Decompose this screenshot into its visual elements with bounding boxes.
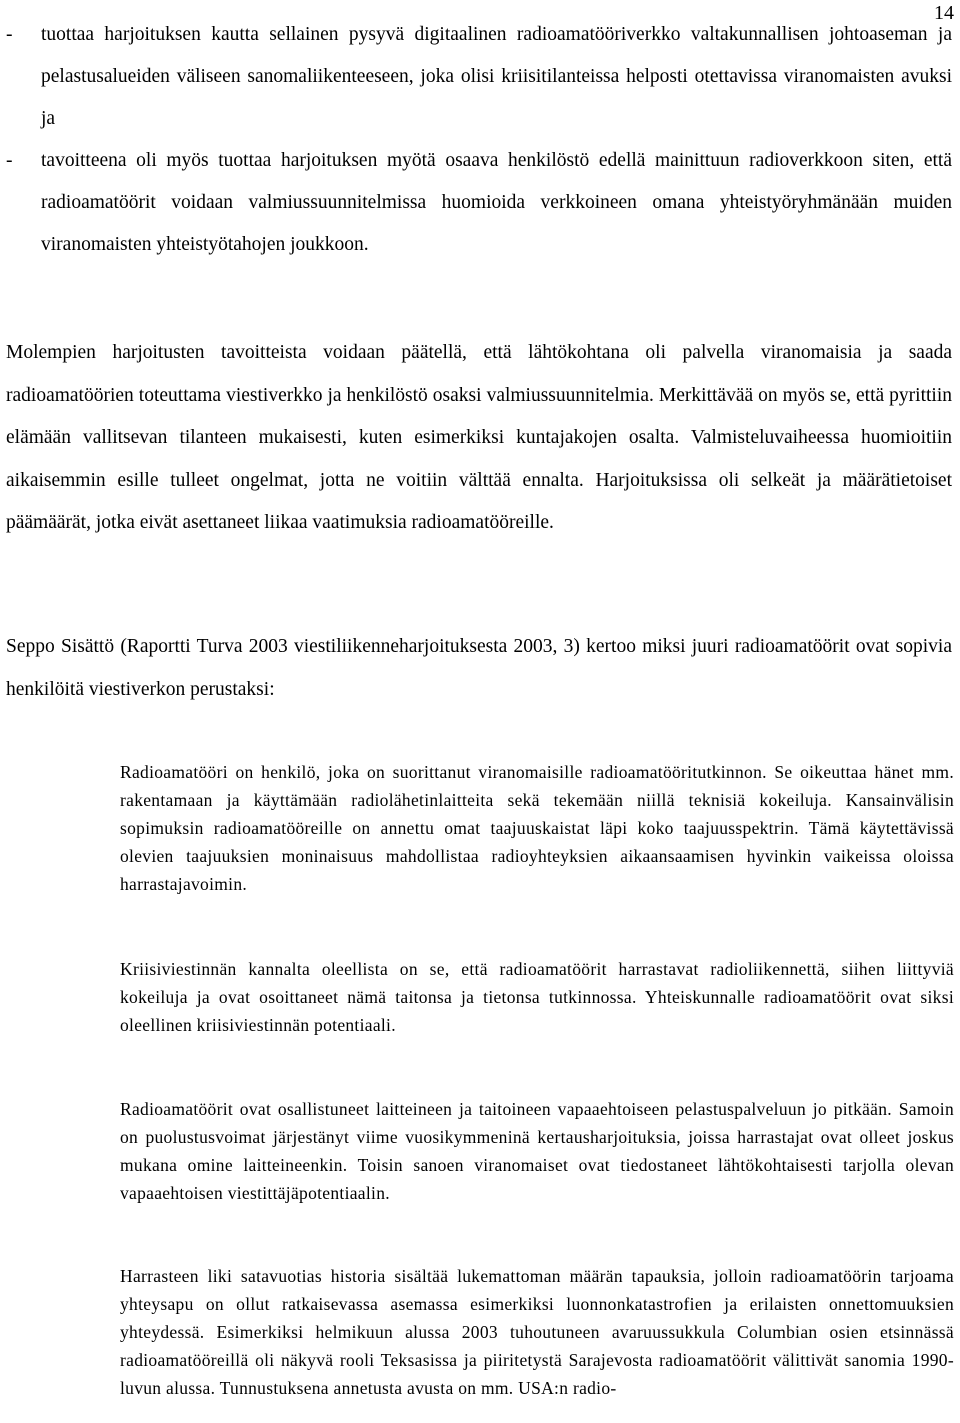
bullet-dash: - bbox=[6, 150, 13, 171]
bullet-item bbox=[6, 140, 952, 266]
body-paragraph: Seppo Sisättö (Raportti Turva 2003 viestiliikenneharjoituksesta 2003, 3) kertoo miksi juuri radioamatöörit ovat sopivia henkilöitä viestiverkon perustaksi: bbox=[6, 636, 952, 700]
block-quote-paragraph: Harrasteen liki satavuotias historia sisältää lukemattoman määrän tapauksia, jolloin radioamatöörin tarjoama yhteysapu on ollut ratkaisevassa asemassa esimerkiksi luonnonkatastrofien ja erilaisten onnettomuuksien yhteydessä. Esimerkiksi helmikuun alussa 2003 tuhoutuneen avaruussukkula Columbian osien etsinnässä radioamatööreillä oli näkyvä rooli Teksasissa ja piiritetystä Sarajevosta radioamatöörit välittivät sanomia 1990-luvun alussa. Tunnustuksena annetusta avusta on mm. USA:n radio- bbox=[120, 1266, 954, 1398]
bullet-item bbox=[6, 14, 952, 140]
bullet-text: tuottaa harjoituksen kautta sellainen pysyvä digitaalinen radioamatööriverkko valtakunnallisen johtoaseman ja pelastusalueiden väliseen sanomaliikenteeseen, joka olisi kriisitilanteissa helposti otettavissa viranomaisten avuksi ja bbox=[41, 24, 952, 129]
block-quote-paragraph: Radioamatööri on henkilö, joka on suorittanut viranomaisille radioamatööritutkinnon. Se oikeuttaa hänet mm. rakentamaan ja käyttämään radiolähetinlaitteita sekä tekemään niillä teknisiä kokeiluja. Kansainvälisin sopimuksin radioamatööreille on annettu omat taajuuskaistat läpi koko taajuusspektrin. Tämä käytettävissä olevien taajuuksien moninaisuus mahdollistaa radioyhteyksien aikaansaamisen hyvinkin vaikeissa oloissa harrastajavoimin. bbox=[120, 762, 954, 894]
block-quote-paragraph: Radioamatöörit ovat osallistuneet laitteineen ja taitoineen vapaaehtoiseen pelastuspalveluun jo pitkään. Samoin on puolustusvoimat järjestänyt viime vuosikymmeninä kertausharjoituksia, joissa harrastajat ovat olleet joskus mukana omine laitteineenkin. Toisin sanoen viranomaiset ovat tiedostaneet lähtökohtaisesti tarjolla olevan vapaaehtoisen viestittäjäpotentiaalin. bbox=[120, 1099, 954, 1203]
body-paragraph: Molempien harjoitusten tavoitteista voidaan päätellä, että lähtökohtana oli palvella viranomaisia ja saada radioamatöörien toteuttama viestiverkko ja henkilöstö osaksi valmiussuunnitelmia. Merkittävää on myös se, että pyrittiin elämään vallitsevan tilanteen mukaisesti, kuten esimerkiksi kuntajakojen osalta. Valmisteluvaiheessa huomioitiin aikaisemmin esille tulleet ongelmat, jotta ne voitiin välttää ennalta. Harjoituksissa oli selkeät ja määrätietoiset päämäärät, jotka eivät asettaneet liikaa vaatimuksia radioamatööreille. bbox=[6, 342, 952, 533]
page-number: 14 bbox=[934, 2, 954, 24]
bullet-text: tavoitteena oli myös tuottaa harjoituksen myötä osaava henkilöstö edellä mainittuun radioverkkoon siten, että radioamatöörit voidaan valmiussuunnitelmissa huomioida verkkoineen omana yhteistyöryhmänään muiden viranomaisten yhteistyötahojen joukkoon. bbox=[41, 150, 952, 255]
block-quote-paragraph: Kriisiviestinnän kannalta oleellista on se, että radioamatöörit harrastavat radioliikennettä, siihen liittyviä kokeiluja ja ovat osoittaneet nämä taitonsa ja tietonsa tutkinnossa. Yhteiskunnalle radioamatöörit ovat siksi oleellinen kriisiviestinnän potentiaali. bbox=[120, 959, 954, 1035]
bullet-list bbox=[6, 14, 952, 266]
bullet-dash: - bbox=[6, 24, 13, 45]
